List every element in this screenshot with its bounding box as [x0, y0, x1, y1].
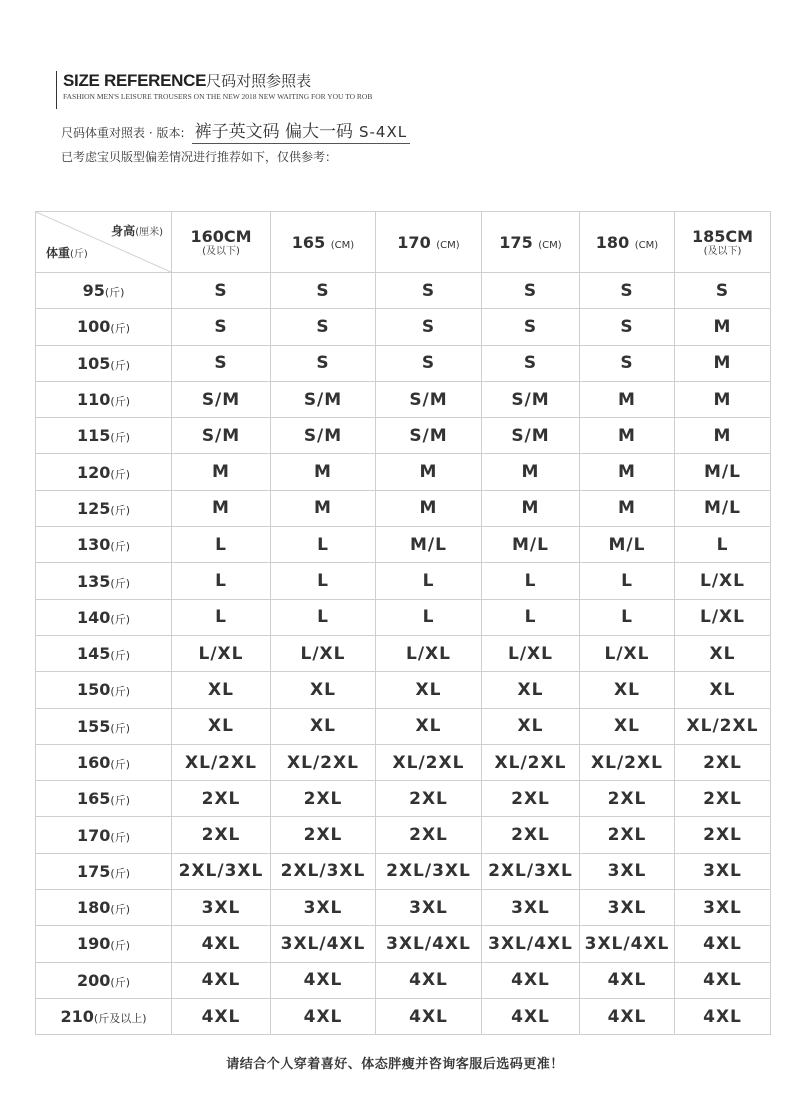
- size-cell: 4XL: [580, 998, 675, 1034]
- weight-cell: 150(斤): [36, 672, 172, 708]
- size-cell: 3XL/4XL: [376, 926, 482, 962]
- size-cell: L: [271, 563, 376, 599]
- size-cell: L: [271, 527, 376, 563]
- table-row: [36, 273, 771, 309]
- size-cell: M: [172, 490, 271, 526]
- size-cell: L: [271, 599, 376, 635]
- size-cell: M: [172, 454, 271, 490]
- size-cell: XL: [376, 708, 482, 744]
- size-cell: S: [172, 273, 271, 309]
- size-cell: 2XL: [675, 744, 771, 780]
- size-cell: L: [376, 599, 482, 635]
- weight-cell: 170(斤): [36, 817, 172, 853]
- size-cell: 3XL/4XL: [482, 926, 580, 962]
- size-cell: XL: [482, 708, 580, 744]
- table-row: [36, 708, 771, 744]
- table-row: [36, 853, 771, 889]
- weight-cell: 120(斤): [36, 454, 172, 490]
- size-cell: 4XL: [675, 926, 771, 962]
- table-row: [36, 345, 771, 381]
- size-cell: 4XL: [172, 926, 271, 962]
- size-cell: S/M: [482, 381, 580, 417]
- size-cell: S/M: [376, 418, 482, 454]
- title-cn: 尺码对照参照表: [206, 72, 312, 90]
- size-cell: L: [172, 599, 271, 635]
- size-cell: 3XL: [482, 890, 580, 926]
- height-column-header: 160CM (及以下): [172, 212, 271, 273]
- size-cell: M/L: [675, 490, 771, 526]
- size-cell: L/XL: [172, 635, 271, 671]
- table-row: [36, 635, 771, 671]
- size-cell: L/XL: [482, 635, 580, 671]
- weight-cell: 125(斤): [36, 490, 172, 526]
- size-cell: 4XL: [482, 962, 580, 998]
- size-cell: S/M: [376, 381, 482, 417]
- height-column-header: 175 (CM): [482, 212, 580, 273]
- size-cell: 2XL: [580, 781, 675, 817]
- corner-weight-label: 体重(斤): [46, 246, 88, 260]
- header-accent-bar: [56, 71, 57, 109]
- weight-cell: 200(斤): [36, 962, 172, 998]
- size-cell: S/M: [482, 418, 580, 454]
- weight-cell: 115(斤): [36, 418, 172, 454]
- size-cell: S/M: [271, 418, 376, 454]
- size-cell: M: [580, 418, 675, 454]
- size-cell: XL/2XL: [482, 744, 580, 780]
- size-cell: M: [271, 490, 376, 526]
- size-cell: 2XL: [172, 781, 271, 817]
- size-cell: 2XL: [271, 817, 376, 853]
- size-table: [35, 211, 771, 1035]
- table-row: [36, 744, 771, 780]
- size-cell: 2XL/3XL: [482, 853, 580, 889]
- size-cell: M: [376, 490, 482, 526]
- size-cell: M: [580, 381, 675, 417]
- size-cell: M/L: [482, 527, 580, 563]
- table-corner-cell: [36, 212, 172, 273]
- size-cell: 2XL: [376, 817, 482, 853]
- size-cell: M: [580, 490, 675, 526]
- size-cell: XL: [675, 672, 771, 708]
- size-cell: 4XL: [482, 998, 580, 1034]
- weight-cell: 110(斤): [36, 381, 172, 417]
- table-row: [36, 890, 771, 926]
- size-cell: 4XL: [580, 962, 675, 998]
- weight-cell: 100(斤): [36, 309, 172, 345]
- weight-cell: 140(斤): [36, 599, 172, 635]
- size-cell: 2XL: [675, 781, 771, 817]
- weight-cell: 95(斤): [36, 273, 172, 309]
- size-cell: XL/2XL: [172, 744, 271, 780]
- height-column-header: 185CM (及以下): [675, 212, 771, 273]
- height-column-header: 180 (CM): [580, 212, 675, 273]
- size-cell: XL: [580, 708, 675, 744]
- size-cell: S: [271, 273, 376, 309]
- size-cell: L/XL: [271, 635, 376, 671]
- size-cell: S/M: [172, 418, 271, 454]
- size-cell: XL/2XL: [271, 744, 376, 780]
- version-value: [192, 117, 411, 144]
- size-cell: 4XL: [376, 962, 482, 998]
- size-cell: M/L: [376, 527, 482, 563]
- size-cell: 4XL: [271, 998, 376, 1034]
- size-cell: S/M: [172, 381, 271, 417]
- version-label: 尺码体重对照表 · 版本:: [61, 126, 185, 140]
- size-cell: 4XL: [376, 998, 482, 1034]
- weight-cell: 190(斤): [36, 926, 172, 962]
- size-cell: 3XL/4XL: [271, 926, 376, 962]
- corner-diagonal-line: [36, 212, 171, 272]
- table-row: [36, 672, 771, 708]
- size-cell: S: [482, 309, 580, 345]
- size-cell: XL: [376, 672, 482, 708]
- page-title: [63, 71, 311, 91]
- size-cell: L: [482, 563, 580, 599]
- size-cell: 3XL: [580, 890, 675, 926]
- size-cell: S: [580, 345, 675, 381]
- height-column-header: 170 (CM): [376, 212, 482, 273]
- size-cell: S: [172, 309, 271, 345]
- size-cell: M: [675, 381, 771, 417]
- size-cell: 4XL: [172, 998, 271, 1034]
- size-cell: M: [675, 418, 771, 454]
- weight-cell: 210(斤及以上): [36, 998, 172, 1034]
- size-cell: 4XL: [675, 998, 771, 1034]
- size-cell: L/XL: [675, 599, 771, 635]
- size-cell: S: [376, 345, 482, 381]
- size-cell: XL/2XL: [580, 744, 675, 780]
- weight-cell: 180(斤): [36, 890, 172, 926]
- size-cell: L: [376, 563, 482, 599]
- size-cell: M: [675, 345, 771, 381]
- size-cell: 3XL: [172, 890, 271, 926]
- weight-cell: 165(斤): [36, 781, 172, 817]
- table-row: [36, 563, 771, 599]
- version-line: [61, 117, 410, 144]
- size-cell: XL: [580, 672, 675, 708]
- table-header-row: [36, 212, 771, 273]
- weight-cell: 130(斤): [36, 527, 172, 563]
- size-cell: M: [580, 454, 675, 490]
- size-cell: XL: [482, 672, 580, 708]
- size-cell: XL: [172, 672, 271, 708]
- size-cell: S: [580, 273, 675, 309]
- size-cell: L/XL: [376, 635, 482, 671]
- size-cell: 4XL: [172, 962, 271, 998]
- size-cell: L: [482, 599, 580, 635]
- size-cell: L: [675, 527, 771, 563]
- table-row: [36, 599, 771, 635]
- weight-cell: 155(斤): [36, 708, 172, 744]
- size-cell: L: [580, 599, 675, 635]
- size-cell: 2XL: [675, 817, 771, 853]
- size-cell: S: [376, 273, 482, 309]
- size-cell: M: [482, 490, 580, 526]
- size-cell: S: [271, 309, 376, 345]
- size-cell: 2XL/3XL: [172, 853, 271, 889]
- table-row: [36, 418, 771, 454]
- table-row: [36, 309, 771, 345]
- size-cell: XL: [271, 708, 376, 744]
- size-cell: L: [172, 527, 271, 563]
- size-cell: S: [172, 345, 271, 381]
- size-cell: XL/2XL: [376, 744, 482, 780]
- table-row: [36, 998, 771, 1034]
- size-cell: M/L: [580, 527, 675, 563]
- size-cell: S: [675, 273, 771, 309]
- version-value-cn: 裤子英文码 偏大一码: [194, 122, 353, 142]
- size-cell: M/L: [675, 454, 771, 490]
- size-cell: L: [580, 563, 675, 599]
- size-cell: XL: [675, 635, 771, 671]
- table-row: [36, 454, 771, 490]
- table-row: [36, 490, 771, 526]
- size-cell: S: [376, 309, 482, 345]
- size-cell: 3XL: [376, 890, 482, 926]
- size-table-body: [36, 273, 771, 1035]
- size-cell: 3XL: [271, 890, 376, 926]
- size-cell: 2XL: [271, 781, 376, 817]
- size-cell: 2XL: [580, 817, 675, 853]
- size-cell: L: [172, 563, 271, 599]
- height-column-header: 165 (CM): [271, 212, 376, 273]
- weight-cell: 135(斤): [36, 563, 172, 599]
- corner-height-label: 身高(厘米): [111, 224, 163, 238]
- page-subtitle: FASHION MEN'S LEISURE TROUSERS ON THE NEW 2018 NEW WAITING FOR YOU TO ROB: [63, 92, 373, 101]
- size-cell: 4XL: [271, 962, 376, 998]
- size-cell: S: [482, 345, 580, 381]
- size-cell: M: [675, 309, 771, 345]
- table-row: [36, 781, 771, 817]
- size-cell: L/XL: [675, 563, 771, 599]
- table-row: [36, 926, 771, 962]
- weight-cell: 105(斤): [36, 345, 172, 381]
- version-value-en: S-4XL: [359, 123, 408, 141]
- size-cell: 4XL: [675, 962, 771, 998]
- weight-cell: 145(斤): [36, 635, 172, 671]
- footer-note: 请结合个人穿着喜好、体态胖瘦并咨询客服后选码更准！: [226, 1057, 564, 1072]
- size-cell: M: [482, 454, 580, 490]
- size-cell: 3XL/4XL: [580, 926, 675, 962]
- size-cell: 2XL: [376, 781, 482, 817]
- size-cell: 3XL: [675, 890, 771, 926]
- recommendation-note: 已考虑宝贝版型偏差情况进行推荐如下，仅供参考：: [61, 150, 338, 164]
- size-cell: 3XL: [675, 853, 771, 889]
- title-en: SIZE REFERENCE: [63, 71, 207, 90]
- table-row: [36, 381, 771, 417]
- table-row: [36, 962, 771, 998]
- size-cell: S: [580, 309, 675, 345]
- size-cell: S: [271, 345, 376, 381]
- size-cell: M: [376, 454, 482, 490]
- size-cell: XL/2XL: [675, 708, 771, 744]
- size-cell: 2XL/3XL: [376, 853, 482, 889]
- size-cell: M: [271, 454, 376, 490]
- size-cell: 2XL: [172, 817, 271, 853]
- size-cell: 2XL/3XL: [271, 853, 376, 889]
- size-cell: S/M: [271, 381, 376, 417]
- size-cell: 2XL: [482, 817, 580, 853]
- size-cell: L/XL: [580, 635, 675, 671]
- weight-cell: 160(斤): [36, 744, 172, 780]
- size-cell: S: [482, 273, 580, 309]
- table-row: [36, 817, 771, 853]
- size-cell: 2XL: [482, 781, 580, 817]
- size-cell: XL: [271, 672, 376, 708]
- weight-cell: 175(斤): [36, 853, 172, 889]
- size-cell: XL: [172, 708, 271, 744]
- size-cell: 3XL: [580, 853, 675, 889]
- table-row: [36, 527, 771, 563]
